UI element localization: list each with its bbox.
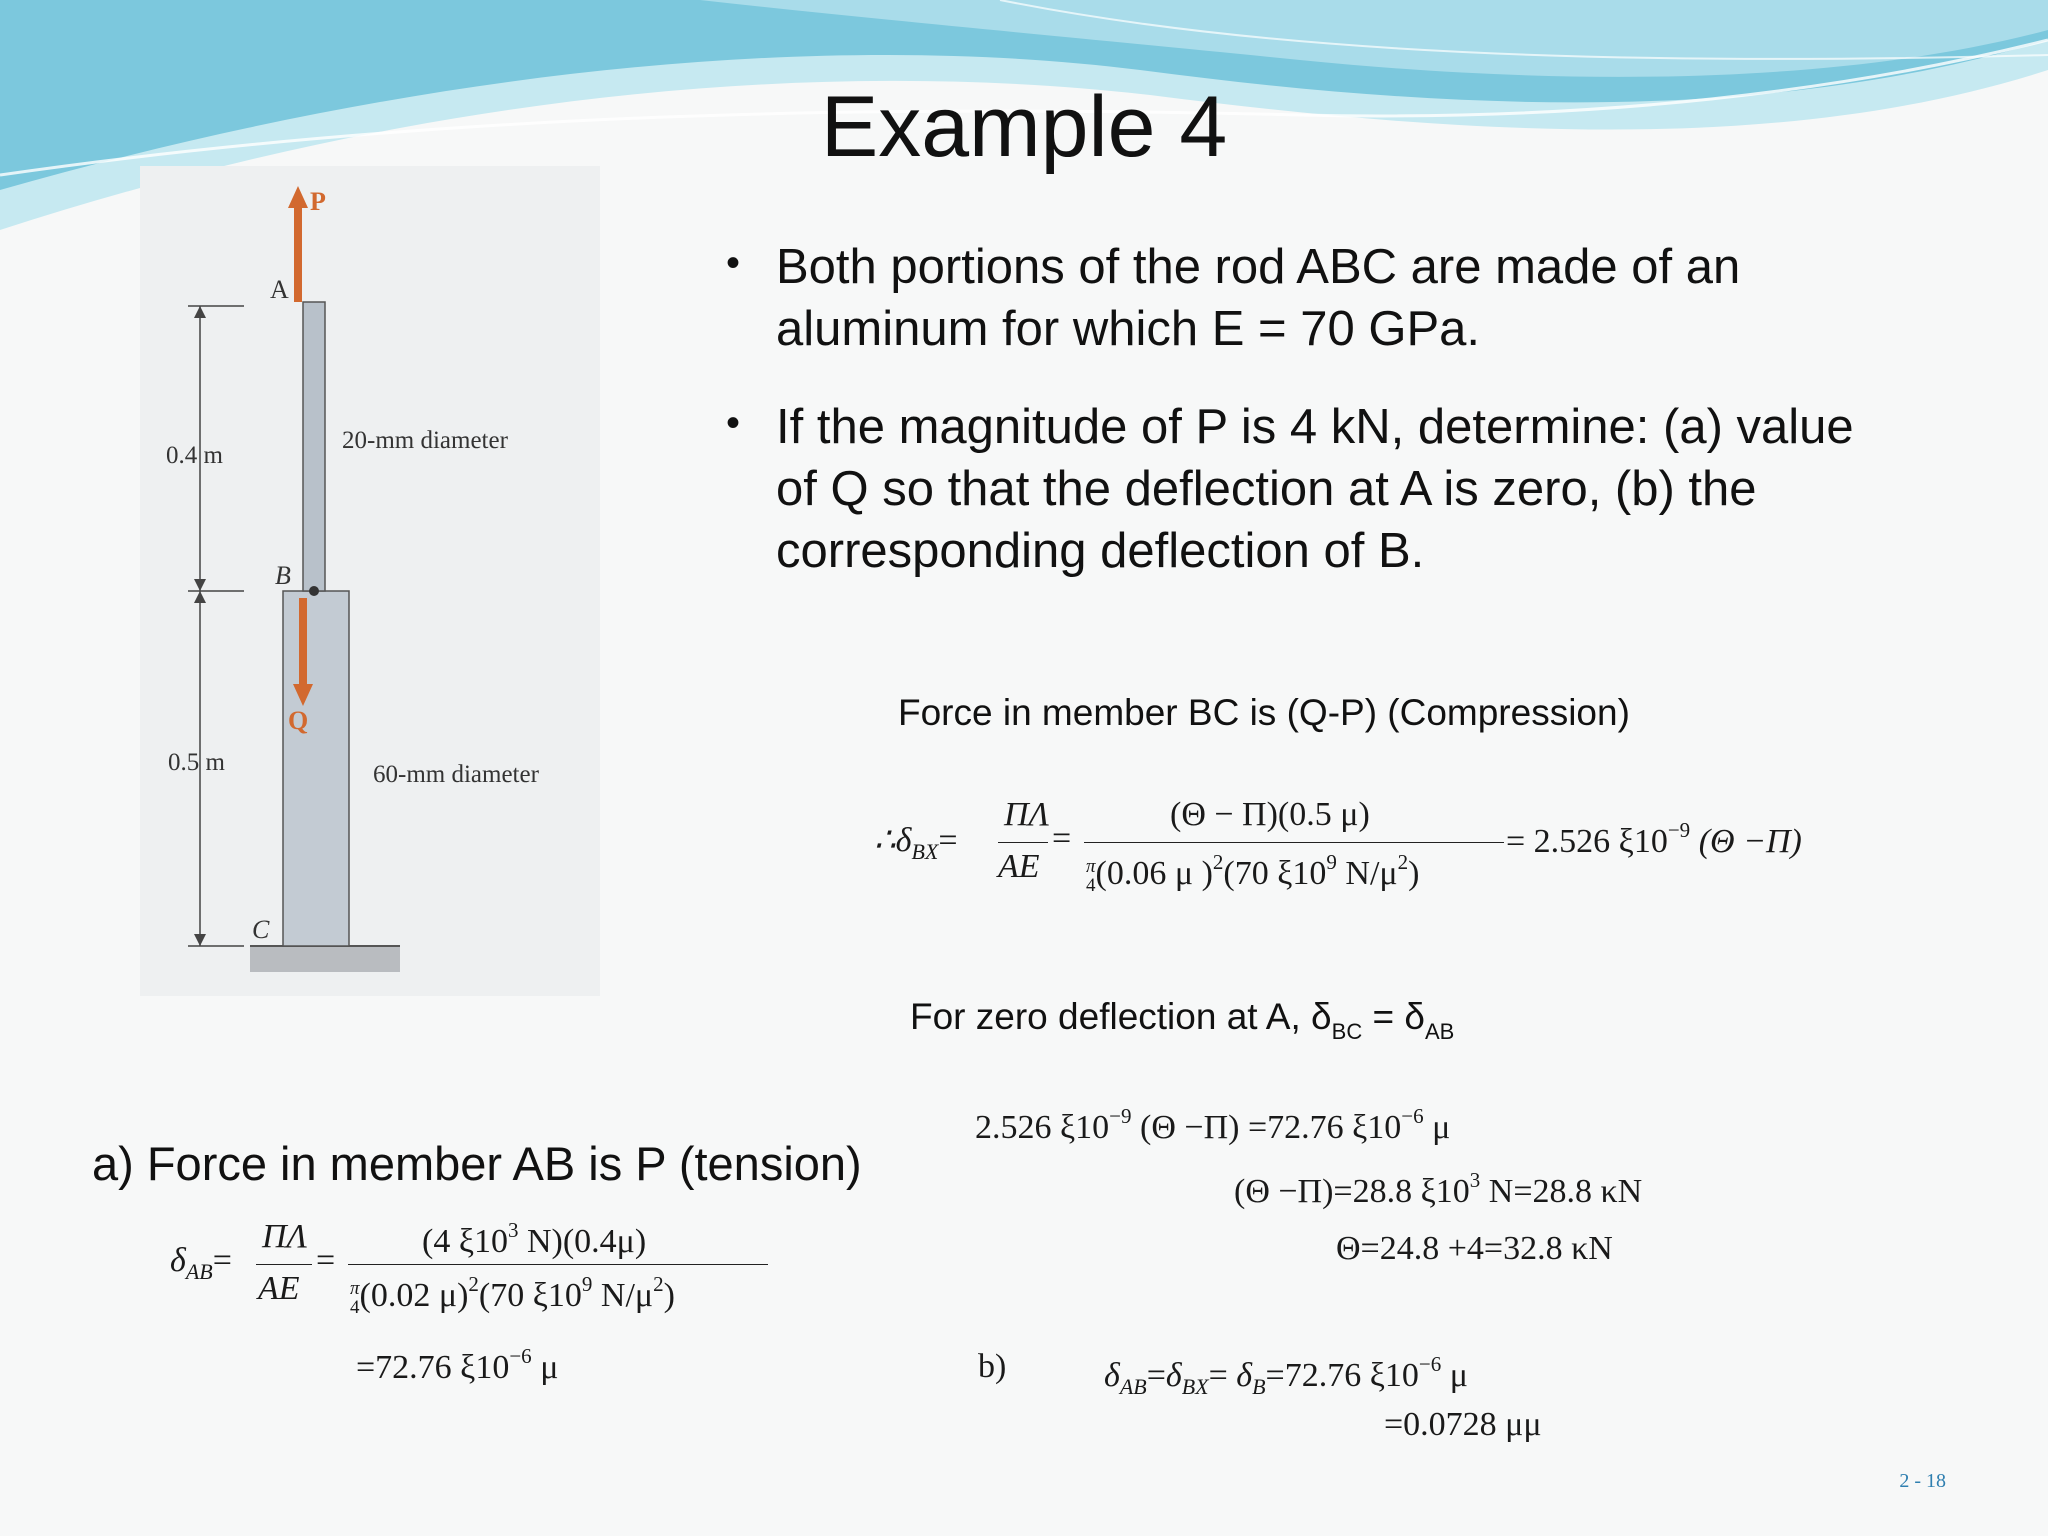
solve-line-2: (Θ −Π)=28.8 $\xi 10^3$ N=28.8 κN	[1234, 1168, 1643, 1210]
solve-line-1: 2.526 $\xi 10^{-9}$ (Θ −Π) =72.76 $\xi 10^{-6}$ μ	[975, 1104, 1451, 1146]
part-a-denominator: π 4(0.02 μ)$^2$(70 $\xi 10^9$ $N/\mu^2$)	[350, 1272, 675, 1319]
part-a-lhs: $\delta_{AB}=$	[170, 1242, 232, 1284]
bullet-dot-icon: •	[726, 241, 741, 285]
diameter-label-bc: 60-mm diameter	[373, 761, 539, 788]
dimension-label-ab: 0.4 m	[166, 442, 223, 469]
part-a-numerator: (4 $\xi 10^3$ N)(0.4μ)	[422, 1218, 647, 1260]
rod-bc	[283, 591, 349, 946]
label-c: C	[252, 915, 270, 944]
bc-force-text: Force in member BC is (Q-P) (Compression)	[898, 692, 1630, 733]
page-number: 2 - 18	[1899, 1470, 1946, 1492]
rod-ab	[303, 302, 325, 591]
part-b-line-1: $\delta_{AB}=\delta_{BX}= \delta_B=72.76$ $\xi 10^{-6}$ μ	[1104, 1352, 1468, 1399]
part-a-pl: ΠΛ	[262, 1218, 308, 1255]
part-b-line-2: =0.0728 μμ	[1384, 1406, 1542, 1443]
bc-eq2: =	[1052, 820, 1072, 857]
bc-fraction-line-1	[998, 842, 1048, 843]
bullet-text: Both portions of the rod ABC are made of an aluminum for which E = 70 GPa.	[776, 240, 1741, 356]
bc-numerator: (Θ − Π)(0.5 μ)	[1170, 796, 1370, 833]
point-b	[309, 586, 319, 596]
label-p: P	[310, 187, 326, 216]
bc-rhs: = 2.526 $\xi 10^{-9}$ (Θ −Π)	[1506, 818, 1802, 860]
part-a-result: =72.76 $\xi 10^{-6}$ μ	[356, 1344, 559, 1386]
part-a-fraction-line-2	[348, 1264, 768, 1265]
bc-fraction-line-2	[1084, 842, 1504, 843]
part-a-ae: AE	[258, 1270, 300, 1307]
bullet-list	[720, 236, 1900, 618]
bc-lhs: $\therefore\delta_{BX}=$	[874, 822, 958, 864]
bullet-text: If the magnitude of P is 4 kN, determine: (a) value of Q so that the deflection at A is zero, (b) the corresponding deflection of B.	[776, 400, 1854, 578]
rod-figure	[140, 166, 600, 996]
solve-line-3: Θ=24.8 +4=32.8 κN	[1336, 1230, 1613, 1267]
diameter-label-ab: 20-mm diameter	[342, 427, 508, 454]
slide-title: Example 4	[820, 79, 1228, 175]
label-a: A	[270, 275, 289, 304]
bc-ae: AE	[998, 848, 1040, 885]
fixed-support	[250, 946, 400, 972]
zero-deflection-text: For zero deflection at A, $\delta_{BC} = \delta_{AB}$	[910, 996, 1455, 1044]
bc-denominator: π 4(0.06 μ )$^2$(70 $\xi 10^9$ $N/\mu^2$)	[1086, 850, 1420, 897]
part-a-heading: a) Force in member AB is P (tension)	[92, 1137, 862, 1190]
label-b: B	[275, 561, 291, 590]
part-b-label: b)	[978, 1348, 1007, 1385]
part-a-eq2: =	[316, 1242, 336, 1279]
bullet-dot-icon: •	[726, 401, 741, 445]
label-q: Q	[288, 706, 309, 735]
dimension-label-bc: 0.5 m	[168, 749, 225, 776]
bullet-item	[720, 236, 1900, 360]
bullet-item	[720, 396, 1900, 582]
part-a-fraction-line-1	[256, 1264, 312, 1265]
bc-pl: ΠΛ	[1004, 796, 1050, 833]
